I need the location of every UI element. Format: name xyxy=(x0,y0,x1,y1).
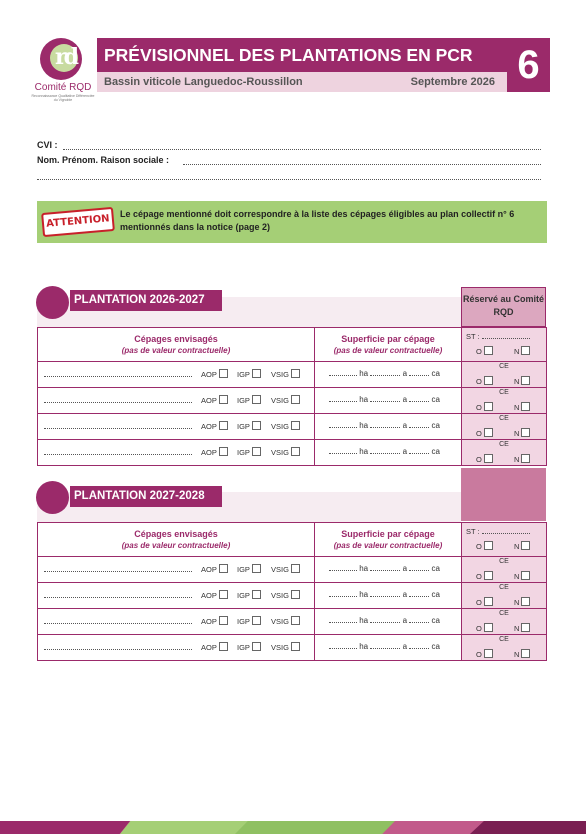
region-label: Bassin viticole Languedoc-Roussillon xyxy=(104,76,303,88)
checkbox-igp[interactable] xyxy=(252,421,261,430)
checkbox-o[interactable] xyxy=(484,346,493,355)
superficie-cell[interactable]: ha a ca xyxy=(315,583,462,609)
reserved-header: Réservé au Comité RQD xyxy=(461,287,546,327)
plantation-table-2 xyxy=(37,522,547,661)
section-title: PLANTATION 2027-2028 xyxy=(70,486,222,507)
checkbox-o[interactable] xyxy=(484,428,493,437)
date-label: Septembre 2026 xyxy=(410,76,495,88)
table-row xyxy=(38,362,547,388)
committee-cell: CE O N xyxy=(462,609,547,635)
superficie-cell[interactable]: ha a ca xyxy=(315,635,462,661)
cvi-label: CVI : xyxy=(37,140,58,150)
checkbox-aop[interactable] xyxy=(219,616,228,625)
subtitle-bar xyxy=(97,72,507,92)
checkbox-igp[interactable] xyxy=(252,564,261,573)
footer-stripe-right xyxy=(470,821,586,834)
checkbox-n[interactable] xyxy=(521,597,530,606)
plantation-table-1 xyxy=(37,327,547,466)
committee-cell: CE O N xyxy=(462,557,547,583)
footer-stripe-green xyxy=(120,821,250,834)
checkbox-o[interactable] xyxy=(484,597,493,606)
cepage-cell[interactable]: AOP IGP VSIG xyxy=(38,609,315,635)
attention-text: Le cépage mentionné doit correspondre à la liste des cépages éligibles au plan collectif n° 6 mentionnés dans la notice (page 2) xyxy=(120,209,515,232)
reserved-block xyxy=(461,468,546,521)
attention-banner xyxy=(37,201,547,243)
footer-stripe-green2 xyxy=(235,821,395,834)
cvi-field[interactable] xyxy=(63,149,541,150)
logo-tagline: Reconnaissance Qualitative Différenciée du Vignoble xyxy=(31,94,95,102)
checkbox-n[interactable] xyxy=(521,346,530,355)
superficie-cell[interactable]: ha a ca xyxy=(315,609,462,635)
header-cepages: Cépages envisagés (pas de valeur contractuelle) xyxy=(38,523,315,557)
checkbox-n[interactable] xyxy=(521,376,530,385)
committee-cell: CE O N xyxy=(462,635,547,661)
checkbox-vsig[interactable] xyxy=(291,447,300,456)
checkbox-n[interactable] xyxy=(521,428,530,437)
table-row xyxy=(38,635,547,661)
checkbox-o[interactable] xyxy=(484,623,493,632)
checkbox-igp[interactable] xyxy=(252,395,261,404)
page-title: PRÉVISIONNEL DES PLANTATIONS EN PCR xyxy=(97,38,507,72)
checkbox-vsig[interactable] xyxy=(291,590,300,599)
checkbox-aop[interactable] xyxy=(219,395,228,404)
header-cepages: Cépages envisagés (pas de valeur contractuelle) xyxy=(38,328,315,362)
name-label: Nom. Prénom. Raison sociale : xyxy=(37,155,170,165)
checkbox-vsig[interactable] xyxy=(291,421,300,430)
committee-cell: CE O N xyxy=(462,362,547,388)
header-st-cell: ST : O N xyxy=(462,328,547,362)
checkbox-o[interactable] xyxy=(484,541,493,550)
checkbox-o[interactable] xyxy=(484,571,493,580)
table-row xyxy=(38,414,547,440)
table-row xyxy=(38,388,547,414)
checkbox-vsig[interactable] xyxy=(291,395,300,404)
checkbox-aop[interactable] xyxy=(219,369,228,378)
cepage-cell[interactable]: AOP IGP VSIG xyxy=(38,635,315,661)
header-superficie: Superficie par cépage (pas de valeur contractuelle) xyxy=(315,523,462,557)
checkbox-aop[interactable] xyxy=(219,642,228,651)
checkbox-aop[interactable] xyxy=(219,421,228,430)
superficie-cell[interactable]: ha a ca xyxy=(315,557,462,583)
section-bullet-icon xyxy=(36,286,69,319)
superficie-cell[interactable]: ha a ca xyxy=(315,414,462,440)
name-field[interactable] xyxy=(183,164,541,165)
table-row xyxy=(38,609,547,635)
checkbox-aop[interactable] xyxy=(219,564,228,573)
cepage-cell[interactable]: AOP IGP VSIG xyxy=(38,388,315,414)
section-bullet-icon xyxy=(36,481,69,514)
checkbox-n[interactable] xyxy=(521,454,530,463)
checkbox-igp[interactable] xyxy=(252,447,261,456)
cepage-cell[interactable]: AOP IGP VSIG xyxy=(38,440,315,466)
committee-cell: CE O N xyxy=(462,414,547,440)
logo-name: Comité RQD xyxy=(34,82,92,93)
checkbox-aop[interactable] xyxy=(219,447,228,456)
checkbox-o[interactable] xyxy=(484,376,493,385)
checkbox-n[interactable] xyxy=(521,541,530,550)
cepage-cell[interactable]: AOP IGP VSIG xyxy=(38,557,315,583)
committee-cell: CE O N xyxy=(462,440,547,466)
cepage-cell[interactable]: AOP IGP VSIG xyxy=(38,362,315,388)
cepage-cell[interactable]: AOP IGP VSIG xyxy=(38,414,315,440)
checkbox-vsig[interactable] xyxy=(291,564,300,573)
checkbox-o[interactable] xyxy=(484,402,493,411)
committee-cell: CE O N xyxy=(462,388,547,414)
checkbox-n[interactable] xyxy=(521,402,530,411)
header-st-cell: ST : O N xyxy=(462,523,547,557)
cepage-cell[interactable]: AOP IGP VSIG xyxy=(38,583,315,609)
checkbox-vsig[interactable] xyxy=(291,642,300,651)
superficie-cell[interactable]: ha a ca xyxy=(315,362,462,388)
header-superficie: Superficie par cépage (pas de valeur contractuelle) xyxy=(315,328,462,362)
committee-cell: CE O N xyxy=(462,583,547,609)
table-row xyxy=(38,583,547,609)
checkbox-igp[interactable] xyxy=(252,642,261,651)
table-row xyxy=(38,440,547,466)
checkbox-igp[interactable] xyxy=(252,616,261,625)
superficie-cell[interactable]: ha a ca xyxy=(315,440,462,466)
checkbox-igp[interactable] xyxy=(252,590,261,599)
form-number: 6 xyxy=(507,38,550,92)
attention-stamp: ATTENTION xyxy=(41,207,115,237)
checkbox-o[interactable] xyxy=(484,454,493,463)
checkbox-o[interactable] xyxy=(484,649,493,658)
checkbox-vsig[interactable] xyxy=(291,369,300,378)
checkbox-igp[interactable] xyxy=(252,369,261,378)
logo xyxy=(30,38,96,100)
checkbox-aop[interactable] xyxy=(219,590,228,599)
table-row xyxy=(38,557,547,583)
checkbox-n[interactable] xyxy=(521,623,530,632)
name-field-line2[interactable] xyxy=(37,179,541,180)
logo-mark-icon: rd xyxy=(55,44,76,70)
checkbox-n[interactable] xyxy=(521,571,530,580)
section-title: PLANTATION 2026-2027 xyxy=(70,290,222,311)
checkbox-vsig[interactable] xyxy=(291,616,300,625)
superficie-cell[interactable]: ha a ca xyxy=(315,388,462,414)
checkbox-n[interactable] xyxy=(521,649,530,658)
footer-stripe-left xyxy=(0,821,130,834)
